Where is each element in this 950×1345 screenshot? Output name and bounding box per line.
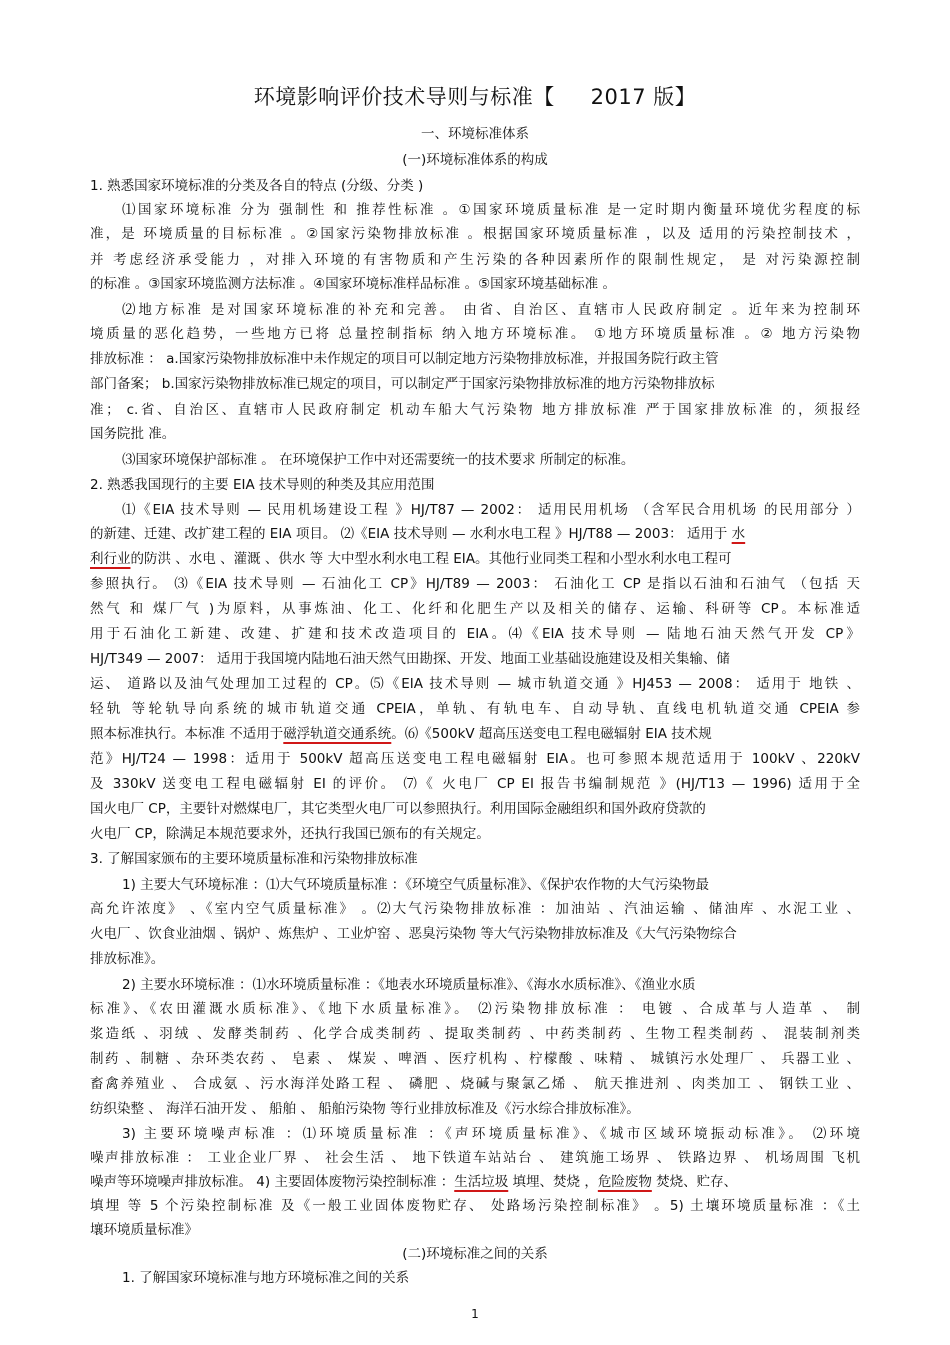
item-heading: 1. 熟悉国家环境标准的分类及各自的特点 (分级、分类 ): [90, 178, 424, 194]
paragraph-line: 利行业的防洪 、水电 、灌溉 、供水 等 大中型水利水电工程 EIA。其他行业同类工程和小型水利水电工程可: [90, 551, 732, 567]
paragraph-line: 照本标准执行。本标准 不适用于磁浮轨道交通系统。⑹《500kV 超高压送变电工程电磁辐射 EIA 技术规: [90, 726, 712, 742]
paragraph-line: 火电厂 CP，除满足本规范要求外，还执行我国已颁布的有关规定。: [90, 826, 490, 842]
item-heading: 1. 了解国家环境标准与地方环境标准之间的关系: [122, 1270, 410, 1286]
paragraph-line: 用于石油化工新建、改建、扩建和技术改造项目的 EIA。⑷《EIA 技术导则 — 陆地石油天然气开发 CP》: [90, 626, 860, 642]
underlined-text: 利行业: [90, 551, 131, 567]
paragraph-line: 运、 道路以及油气处理加工过程的 CP。⑸《EIA 技术导则 — 城市轨道交通 》HJ453 — 2008： 适用于 地铁 、: [90, 676, 860, 692]
paragraph-line: 排放标准》。: [90, 951, 165, 967]
item-heading: 3. 了解国家颁布的主要环境质量标准和污染物排放标准: [90, 851, 418, 867]
paragraph-line: 高允许浓度》 、《室内空气质量标准》 。⑵大气污染物排放标准 ：加油站 、汽油运输 、储油库 、水泥工业 、: [90, 901, 860, 917]
paragraph-line: 浆造纸 、羽绒 、发酵类制药 、化学合成类制药 、提取类制药 、中药类制药 、生物工程类制药 、 混装制剂类: [90, 1026, 860, 1042]
paragraph-line: 纺织染整 、 海洋石油开发 、 船舶 、 船舶污染物 等行业排放标准及《污水综合排放标准》。: [90, 1101, 640, 1117]
paragraph-line: 部门备案； b.国家污染物排放标准已规定的项目，可以制定严于国家污染物排放标准的地方污染物排放标: [90, 376, 715, 392]
paragraph-line: 境质量的恶化趋势，一些地方已将 总量控制指标 纳入地方环境标准。 ①地方环境质量标准 。② 地方污染物: [90, 326, 860, 342]
underlined-text: 生活垃圾: [454, 1174, 509, 1190]
paragraph-line: 范》HJ/T24 — 1998：适用于 500kV 超高压送变电工程电磁辐射 EIA。也可参照本规范适用于 100kV 、220kV: [90, 751, 860, 767]
paragraph-line: 排放标准 ： a.国家污染物排放标准中未作规定的项目可以制定地方污染物排放标准，并报国务院行政主管: [90, 351, 719, 367]
underlined-text: 磁浮轨道交通系统: [283, 726, 392, 742]
subsection-heading: (二)环境标准之间的关系: [402, 1246, 548, 1262]
paragraph-line: 标准》、《农田灌溉水质标准》、《地下水质量标准》。 ⑵污染物排放标准 ： 电镀 、合成革与人造革 、 制: [90, 1001, 860, 1017]
document-title: 环境影响评价技术导则与标准【 2017 版】: [253, 85, 697, 109]
paragraph-line: 然气 和 煤厂气 )为原料，从事炼油、化工、化纤和化肥生产以及相关的储存、运输、科研等 CP。本标准适: [90, 601, 860, 617]
paragraph-line: 火电厂 、饮食业油烟 、锅炉 、炼焦炉 、工业炉窑 、恶臭污染物 等大气污染物排放标准及《大气污染物综合: [90, 926, 737, 942]
item-heading: 2. 熟悉我国现行的主要 EIA 技术导则的种类及其应用范围: [90, 477, 435, 493]
paragraph-line: 填埋 等 5 个污染控制标准 及《一般工业固体废物贮存、 处路场污染控制标准》 。5) 土壤环境质量标准 ：《土: [90, 1198, 860, 1214]
paragraph-line: 参照执行。 ⑶《EIA 技术导则 — 石油化工 CP》HJ/T89 — 2003： 石油化工 CP 是指以石油和石油气 （包括 天: [90, 576, 860, 592]
paragraph-line: ⑵地方标准 是对国家环境标准的补充和完善。 由省、自治区、直辖市人民政府制定 。近年来为控制环: [122, 302, 860, 318]
paragraph-line: ⑶国家环境保护部标准 。 在环境保护工作中对还需要统一的技术要求 所制定的标准。: [122, 452, 635, 468]
paragraph-line: 的标准 。③国家环境监测方法标准 。④国家环境标准样品标准 。⑤国家环境基础标准 。: [90, 276, 616, 292]
paragraph-line: 准； c.省、自治区、直辖市人民政府制定 机动车船大气污染物 地方排放标准 严于国家排放标准 的，须报经: [90, 402, 860, 418]
paragraph-line: 轻轨 等轮轨导向系统的城市轨道交通 CPEIA，单轨、有轨电车、自动导轨、直线电机轨道交通 CPEIA 参: [90, 701, 860, 717]
section-heading: 一、环境标准体系: [421, 126, 529, 142]
paragraph-line: HJ/T349 — 2007： 适用于我国境内陆地石油天然气田勘探、开发、地面工业基础设施建设及相关集输、储: [90, 651, 730, 667]
paragraph-line: 及 330kV 送变电工程电磁辐射 EI 的评价。 ⑺《 火电厂 CP EI 报告书编制规范 》(HJ/T13 — 1996) 适用于全: [90, 776, 860, 792]
paragraph-line: 壤环境质量标准》: [90, 1222, 198, 1238]
underlined-text: 水: [731, 526, 746, 542]
paragraph-line: 1) 主要大气环境标准 ：⑴大气环境质量标准 ：《环境空气质量标准》、《保护农作物的大气污染物最: [122, 877, 709, 893]
paragraph-line: ⑴《EIA 技术导则 — 民用机场建设工程 》HJ/T87 — 2002： 适用民用机场 （含军民合用机场 的民用部分 ）: [122, 502, 860, 518]
paragraph-line: 噪声等环境噪声排放标准。 4) 主要固体废物污染控制标准 ：生活垃圾 填埋、焚烧 ，危险废物 焚烧、贮存、: [90, 1174, 738, 1190]
paragraph-line: 准，是 环境质量的目标标准 。②国家污染物排放标准 。根据国家环境质量标准 ，以及 适用的污染控制技术 ，: [90, 226, 860, 242]
page-number: 1: [471, 1307, 479, 1321]
underlined-text: 危险废物: [597, 1174, 652, 1190]
paragraph-line: 的新建、迁建、改扩建工程的 EIA 项目。 ⑵《EIA 技术导则 — 水利水电工程 》HJ/T88 — 2003： 适用于 水: [90, 526, 746, 542]
paragraph-line: 国火电厂 CP，主要针对燃煤电厂，其它类型火电厂可以参照执行。利用国际金融组织和国外政府贷款的: [90, 801, 706, 817]
subsection-heading: (一)环境标准体系的构成: [402, 152, 548, 168]
paragraph-line: ⑴国家环境标准 分为 强制性 和 推荐性标准 。①国家环境质量标准 是一定时期内衡量环境优劣程度的标: [122, 202, 860, 218]
paragraph-line: 2) 主要水环境标准 ：⑴水环境质量标准 ：《地表水环境质量标准》、《海水水质标准》、《渔业水质: [122, 977, 696, 993]
paragraph-line: 制药 、制糖 、杂环类农药 、 皂素 、 煤炭 、啤酒 、医疗机构 、柠檬酸 、味精 、 城镇污水处理厂 、 兵器工业 、: [90, 1051, 860, 1067]
paragraph-line: 畜禽养殖业 、 合成氨 、污水海洋处路工程 、 磷肥 、烧碱与聚氯乙烯 、 航天推进剂 、肉类加工 、 钢铁工业 、: [90, 1076, 860, 1092]
paragraph-line: 国务院批 准。: [90, 426, 176, 442]
paragraph-line: 并 考虑经济承受能力 ，对排入环境的有害物质和产生污染的各种因素所作的限制性规定， 是 对污染源控制: [90, 252, 860, 268]
paragraph-line: 3) 主要环境噪声标准 ：⑴环境质量标准 ：《声环境质量标准》、《城市区域环境振动标准》。 ⑵环境: [122, 1126, 860, 1142]
paragraph-line: 噪声排放标准 ： 工业企业厂界 、 社会生活 、 地下铁道车站站台 、 建筑施工场界 、 铁路边界 、 机场周围 飞机: [90, 1150, 860, 1166]
